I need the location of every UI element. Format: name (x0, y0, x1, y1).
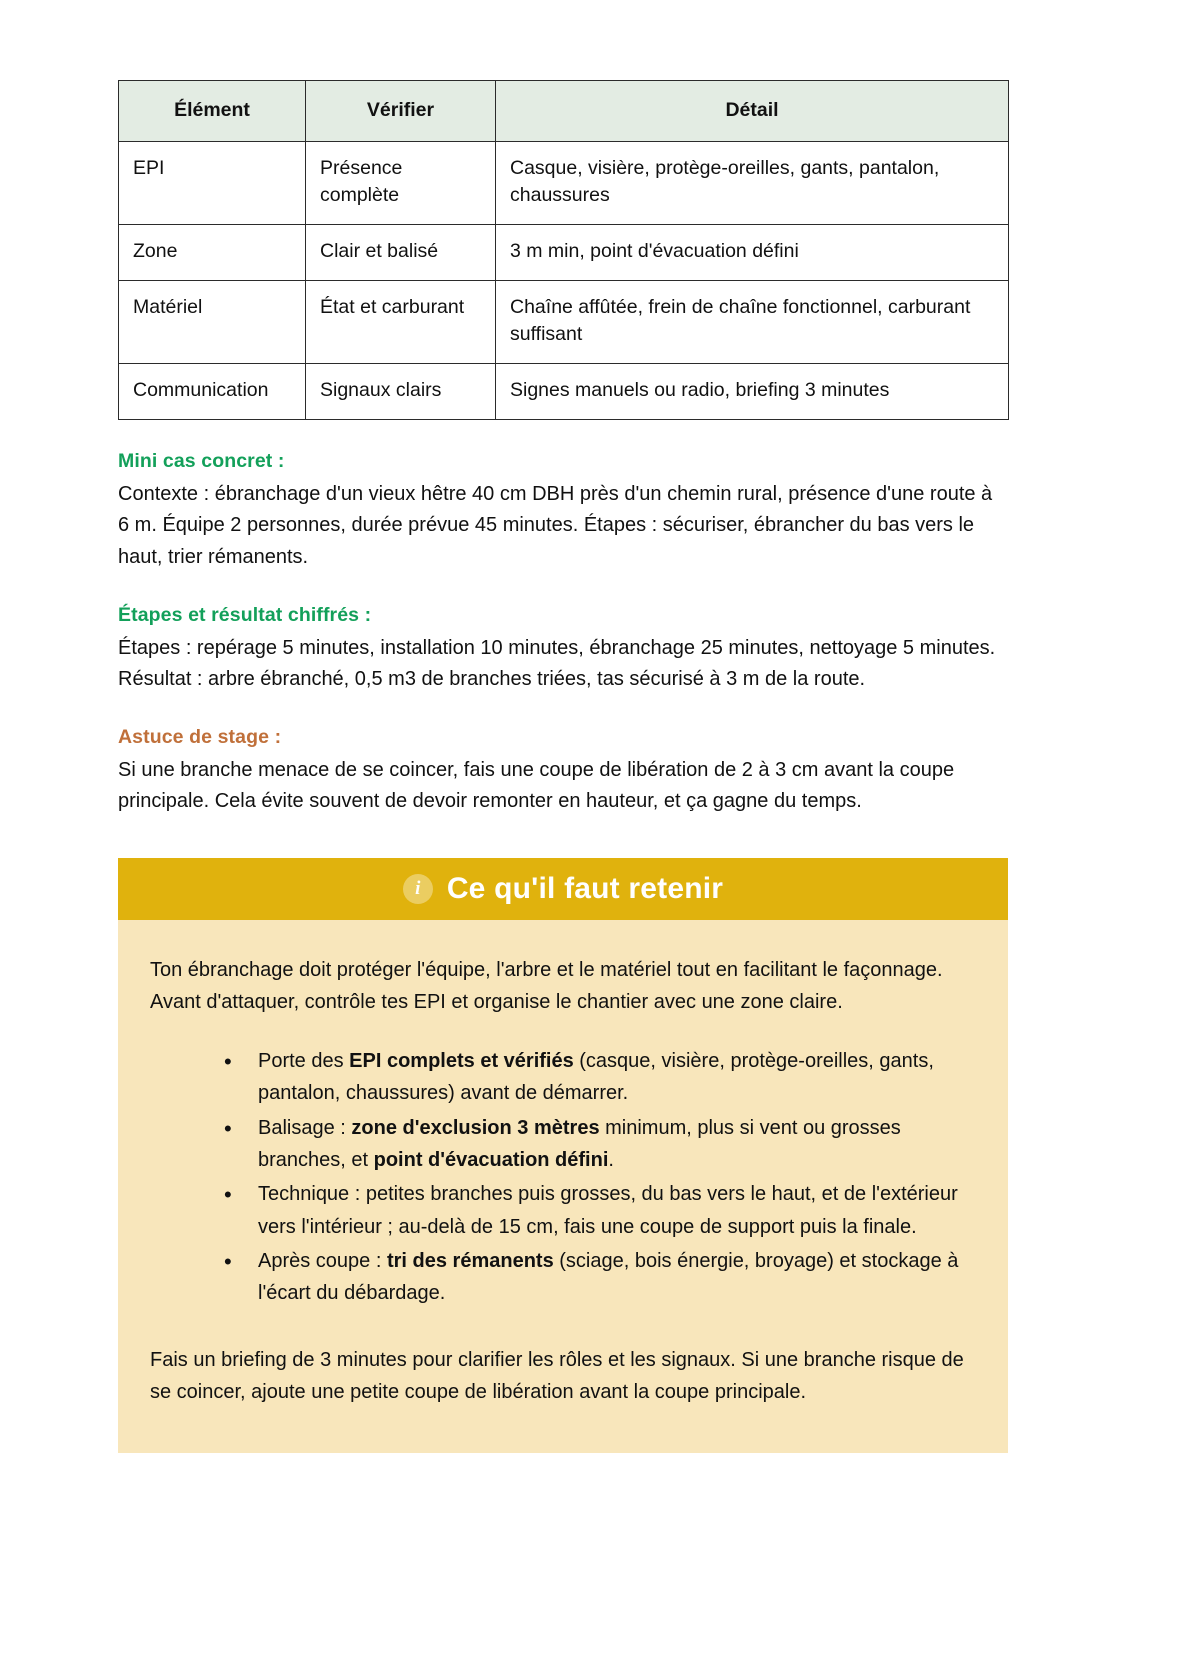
section-heading: Étapes et résultat chiffrés : (118, 603, 372, 626)
section-heading: Astuce de stage : (118, 725, 282, 748)
cell-detail: 3 m min, point d'évacuation défini (496, 225, 1009, 281)
table-row (119, 364, 1009, 420)
cell-detail: Casque, visière, protège-oreilles, gants, pantalon, chaussures (496, 141, 1009, 224)
cell-element: Communication (119, 364, 306, 420)
table-header-detail: Détail (496, 81, 1009, 142)
key-takeaway-callout (118, 858, 1008, 1453)
callout-bullet-list (150, 1045, 970, 1310)
table-header-row (119, 81, 1009, 142)
cell-verifier: Signaux clairs (306, 364, 496, 420)
cell-verifier: Présence complète (306, 141, 496, 224)
table-header-element: Élément (119, 81, 306, 142)
list-item: • Porte des EPI complets et vérifiés (casque, visière, protège-oreilles, gants, pantalon, chaussures) avant de démarrer. (258, 1045, 970, 1110)
cell-detail: Signes manuels ou radio, briefing 3 minutes (496, 364, 1009, 420)
section-astuce-de-stage (118, 726, 1082, 818)
cell-verifier: État et carburant (306, 280, 496, 363)
section-heading: Mini cas concret : (118, 449, 285, 472)
cell-element: Matériel (119, 280, 306, 363)
section-mini-cas-concret (118, 450, 1082, 574)
cell-verifier: Clair et balisé (306, 225, 496, 281)
cell-element: Zone (119, 225, 306, 281)
callout-body (118, 920, 1008, 1453)
callout-title: Ce qu'il faut retenir (446, 871, 724, 905)
section-paragraph: Si une branche menace de se coincer, fais une coupe de libération de 2 à 3 cm avant la coupe principale. Cela évite souvent de devoir remonter en hauteur, et ça gagne du temps. (118, 758, 955, 813)
callout-header (118, 858, 1008, 920)
table-row (119, 225, 1009, 281)
section-etapes-resultat (118, 604, 1082, 696)
list-item: • Balisage : zone d'exclusion 3 mètres minimum, plus si vent ou grosses branches, et point d'évacuation défini. (258, 1112, 970, 1177)
list-item: • Technique : petites branches puis grosses, du bas vers le haut, et de l'extérieur vers l'intérieur ; au-delà de 15 cm, fais une coupe de support puis la finale. (258, 1178, 970, 1243)
info-icon: i (403, 874, 433, 904)
callout-intro: Ton ébranchage doit protéger l'équipe, l'arbre et le matériel tout en facilitant le façonnage. Avant d'attaquer, contrôle tes EPI et organise le chantier avec une zone claire. (150, 958, 943, 1014)
callout-outro: Fais un briefing de 3 minutes pour clarifier les rôles et les signaux. Si une branche risque de se coincer, ajoute une petite coupe de libération avant la coupe principale. (150, 1348, 964, 1404)
safety-checklist-table (118, 80, 1009, 420)
cell-detail: Chaîne affûtée, frein de chaîne fonctionnel, carburant suffisant (496, 280, 1009, 363)
list-item: • Après coupe : tri des rémanents (sciage, bois énergie, broyage) et stockage à l'écart du débardage. (258, 1245, 970, 1310)
table-header-verifier: Vérifier (306, 81, 496, 142)
cell-element: EPI (119, 141, 306, 224)
section-paragraph: Étapes : repérage 5 minutes, installation 10 minutes, ébranchage 25 minutes, nettoyage 5 minutes. Résultat : arbre ébranché, 0,5 m3 de branches triées, tas sécurisé à 3 m de la route. (118, 636, 996, 691)
table-row (119, 280, 1009, 363)
table-row (119, 141, 1009, 224)
section-paragraph: Contexte : ébranchage d'un vieux hêtre 40 cm DBH près d'un chemin rural, présence d'une route à 6 m. Équipe 2 personnes, durée prévue 45 minutes. Étapes : sécuriser, ébrancher du bas vers le haut, trier rémanents. (118, 482, 993, 568)
